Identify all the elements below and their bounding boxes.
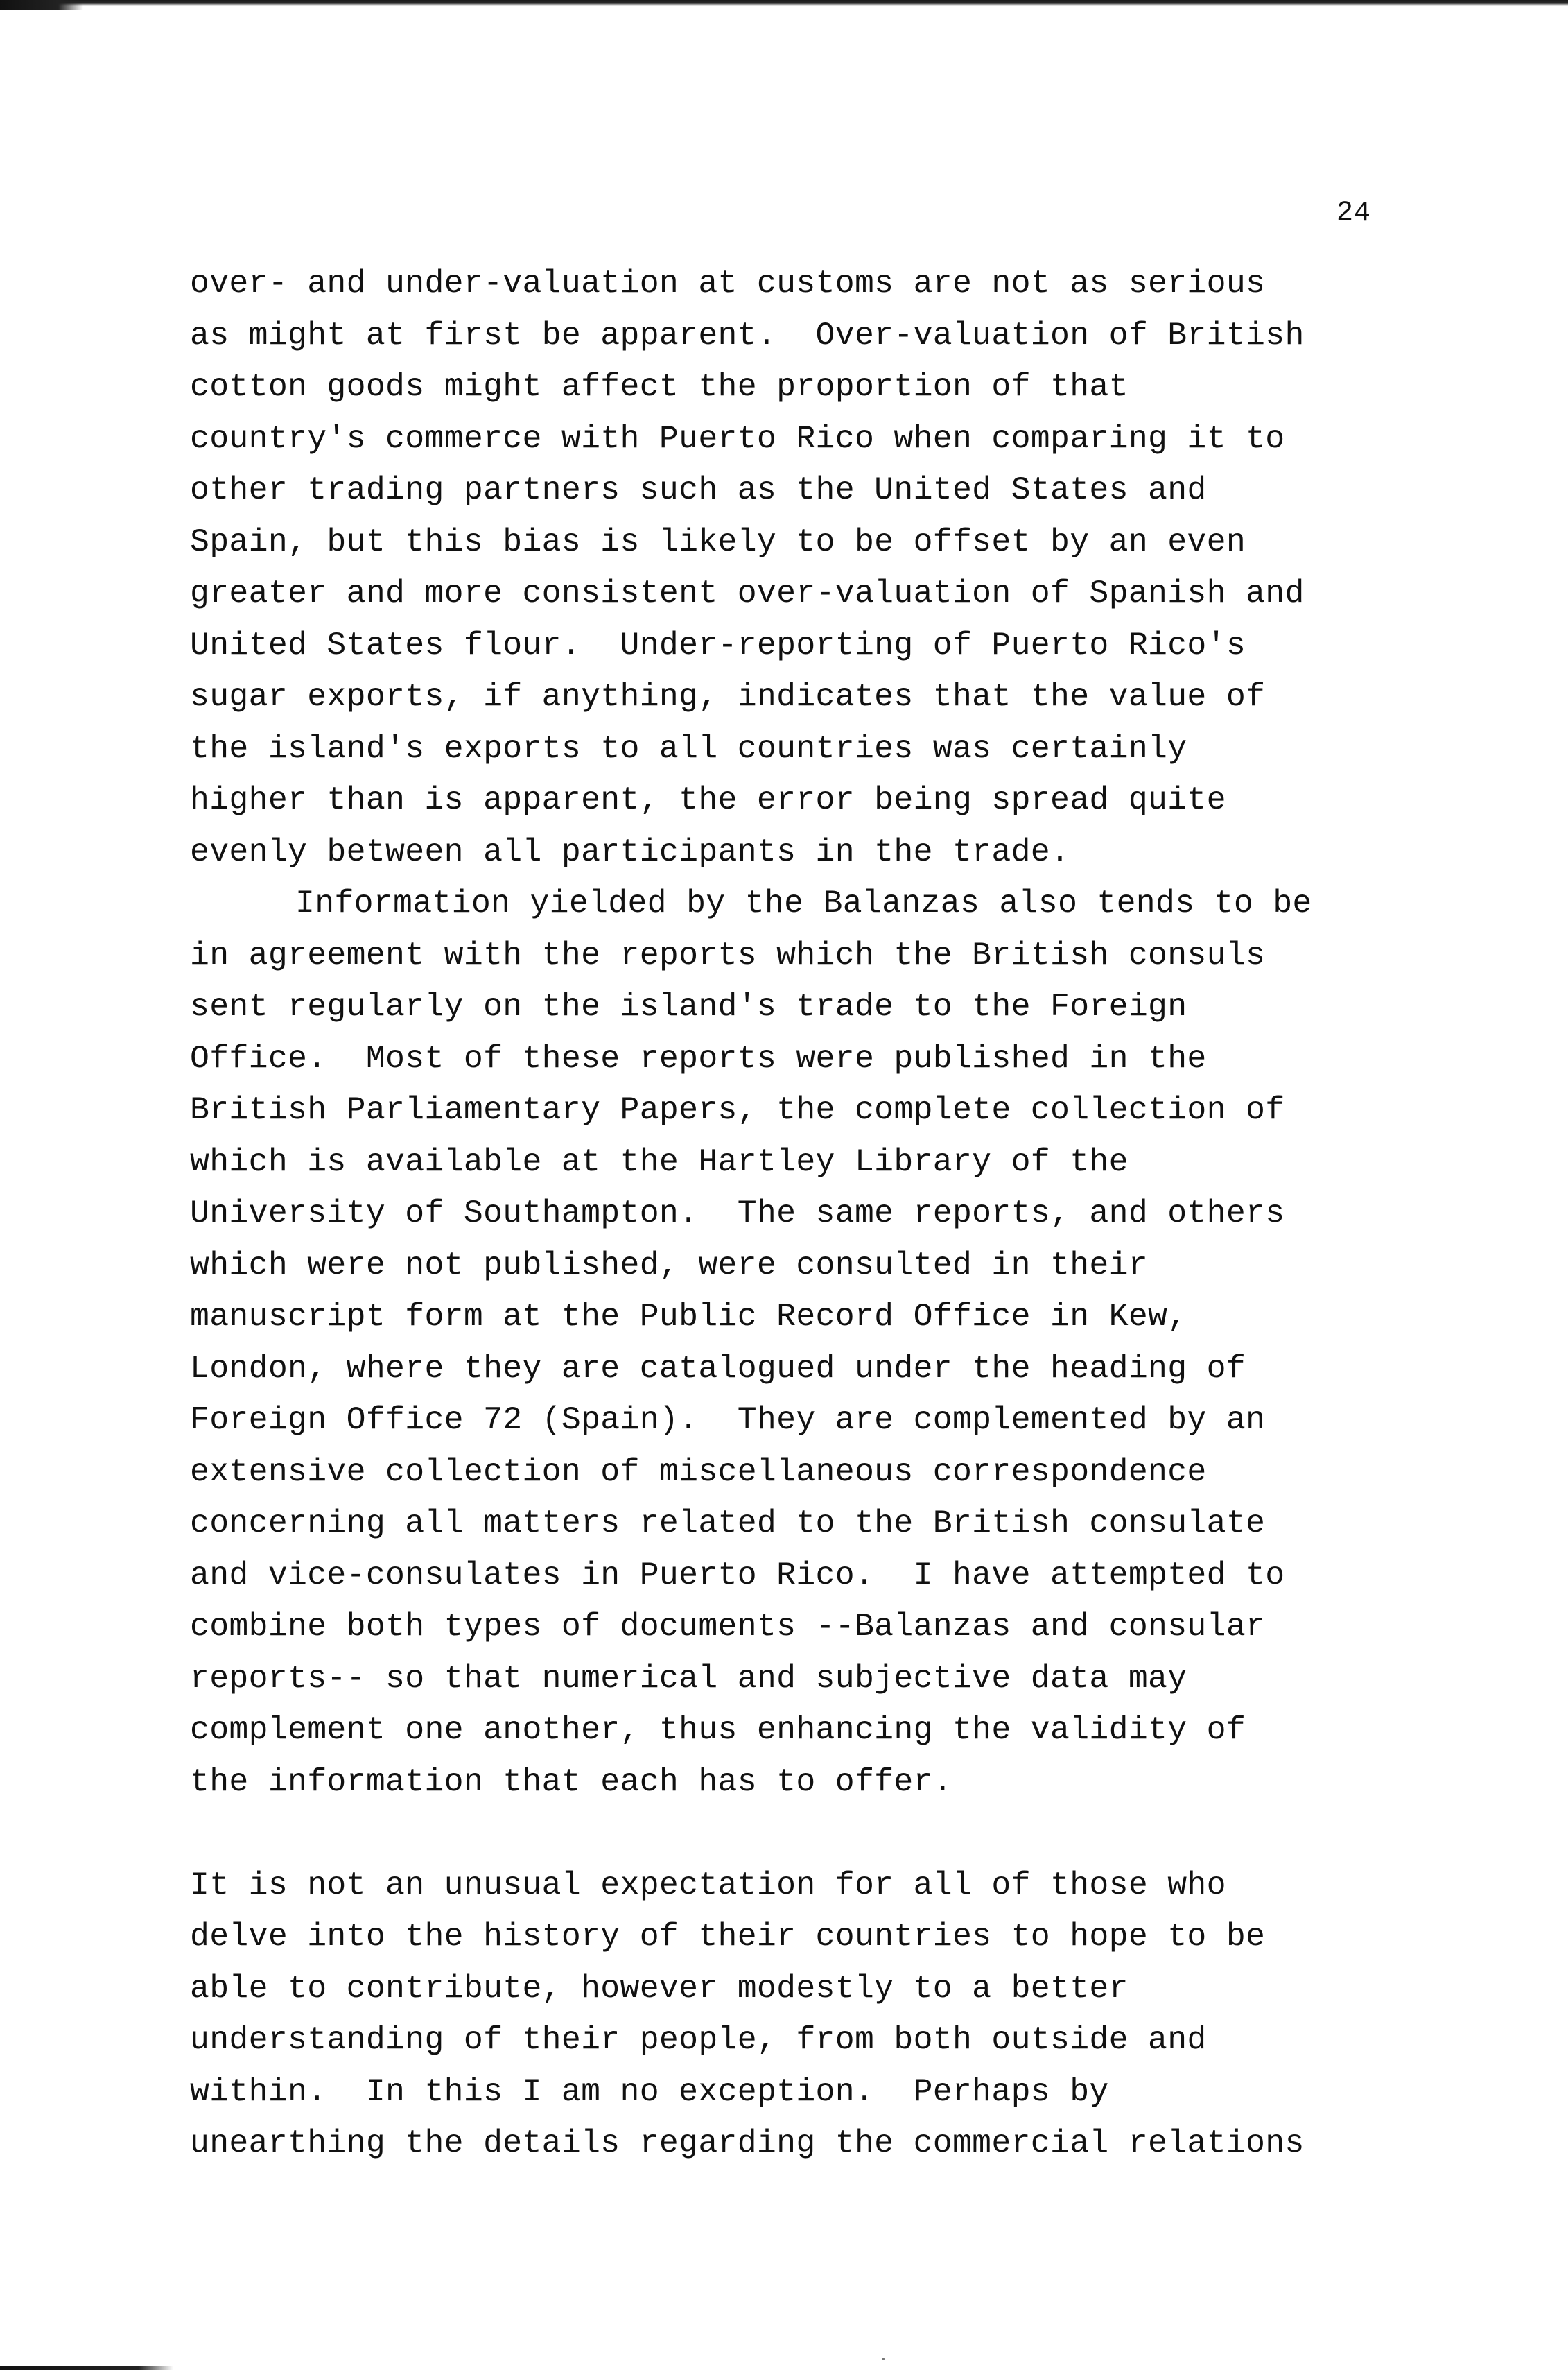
text-line: British Parliamentary Papers, the complete collection of	[190, 1091, 1285, 1128]
text-line: Foreign Office 72 (Spain). They are complemented by an	[190, 1401, 1266, 1438]
paragraph-3	[190, 1860, 1438, 2170]
text-line: understanding of their people, from both outside and	[190, 2021, 1207, 2058]
scan-border-top	[0, 0, 1568, 6]
text-line: concerning all matters related to the British consulate	[190, 1505, 1266, 1541]
text-line: Information yielded by the Balanzas also tends to be	[295, 885, 1312, 922]
text-line: Office. Most of these reports were published in the	[190, 1039, 1207, 1077]
text-line: over- and under-valuation at customs are not as serious	[190, 265, 1266, 302]
text-line: greater and more consistent over-valuation of Spanish and	[190, 575, 1305, 612]
text-line: higher than is apparent, the error being spread quite	[190, 781, 1226, 818]
text-line: reports-- so that numerical and subjective data may	[190, 1659, 1187, 1697]
text-line: United States flour. Under-reporting of Puerto Rico's	[190, 626, 1246, 664]
text-line: cotton goods might affect the proportion of that	[190, 368, 1129, 405]
text-line: combine both types of documents --Balanzas and consular	[190, 1608, 1266, 1645]
text-line: country's commerce with Puerto Rico when comparing it to	[190, 420, 1285, 457]
text-line: sent regularly on the island's trade to the Foreign	[190, 988, 1187, 1025]
text-line: as might at first be apparent. Over-valuation of British	[190, 316, 1305, 354]
text-line: and vice-consulates in Puerto Rico. I have attempted to	[190, 1556, 1285, 1593]
text-line: complement one another, thus enhancing the validity of	[190, 1711, 1246, 1748]
text-line: extensive collection of miscellaneous correspondence	[190, 1453, 1207, 1490]
text-line: other trading partners such as the United States and	[190, 472, 1207, 508]
paragraph-1	[190, 258, 1438, 878]
text-line: manuscript form at the Public Record Office in Kew,	[190, 1298, 1187, 1335]
text-line: which is available at the Hartley Library of the	[190, 1143, 1129, 1180]
text-line: which were not published, were consulted in their	[190, 1246, 1149, 1283]
text-line: within. In this I am no exception. Perhaps by	[190, 2073, 1109, 2110]
text-line: unearthing the details regarding the commercial relations	[190, 2125, 1305, 2161]
text-line: the island's exports to all countries was certainly	[190, 729, 1187, 767]
text-line: It is not an unusual expectation for all of those who	[190, 1866, 1226, 1903]
text-line: evenly between all participants in the trade.	[190, 833, 1070, 870]
scan-mark-bottom-left	[0, 2366, 173, 2370]
text-line: London, where they are catalogued under the heading of	[190, 1349, 1246, 1387]
text-line: delve into the history of their countries to hope to be	[190, 1918, 1266, 1955]
page-number: 24	[1336, 198, 1372, 229]
scan-border-top-left	[0, 0, 83, 10]
text-line: Spain, but this bias is likely to be offset by an even	[190, 523, 1246, 560]
paragraph-spacer	[190, 1808, 1438, 1860]
text-line: able to contribute, however modestly to a better	[190, 1969, 1129, 2007]
text-line: in agreement with the reports which the British consuls	[190, 936, 1266, 974]
document-body	[190, 258, 1438, 2170]
text-line: University of Southampton. The same reports, and others	[190, 1195, 1285, 1231]
text-line: the information that each has to offer.	[190, 1763, 952, 1800]
scan-speck	[882, 2358, 885, 2360]
paragraph-2	[190, 878, 1438, 1808]
text-line: sugar exports, if anything, indicates that the value of	[190, 678, 1266, 715]
